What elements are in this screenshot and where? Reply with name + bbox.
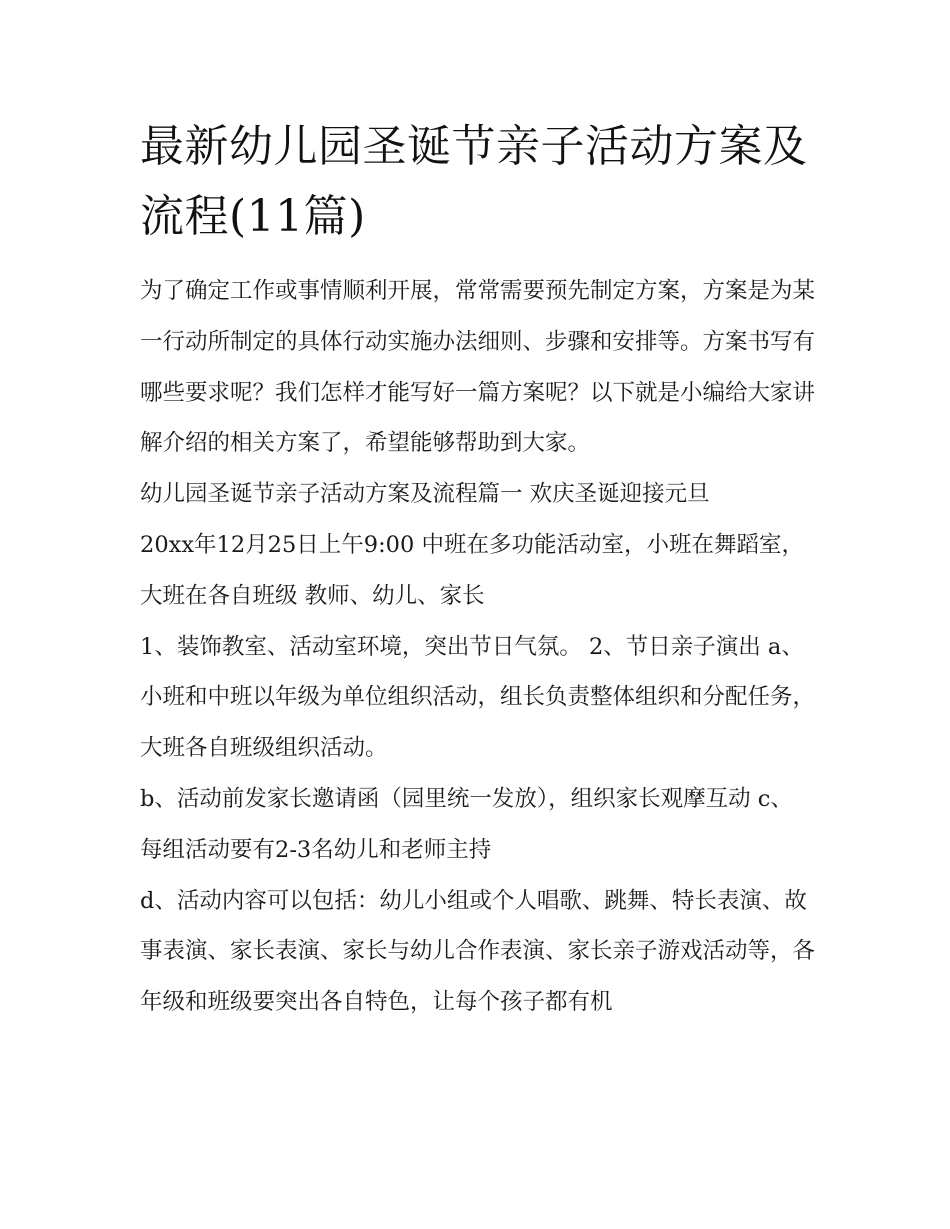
document-title: 最新幼儿园圣诞节亲子活动方案及流程(11篇) xyxy=(140,121,808,242)
paragraph-item-d: d、活动内容可以包括：幼儿小组或个人唱歌、跳舞、特长表演、故事表演、家长表演、家长与幼儿合作表演、家长亲子游戏活动等，各年级和班级要突出各自特色，让每个孩子都有机 xyxy=(140,887,816,1016)
paragraph-time-place: 20xx年12月25日上午9:00 中班在多功能活动室，小班在舞蹈室，大班在各自班级 教师、幼儿、家长 xyxy=(140,531,804,609)
paragraph-item-1-2a: 1、装饰教室、活动室环境，突出节日气氛。 2、节日亲子演出 a、小班和中班以年级为单位组织活动，组长负责整体组织和分配任务，大班各自班级组织活动。 xyxy=(140,633,816,762)
paragraph-section-heading: 幼儿园圣诞节亲子活动方案及流程篇一 欢庆圣诞迎接元旦 xyxy=(140,481,710,508)
paragraph-intro: 为了确定工作或事情顺利开展，常常需要预先制定方案，方案是为某一行动所制定的具体行动实施办法细则、步骤和安排等。方案书写有哪些要求呢？我们怎样才能写好一篇方案呢？以下就是小编给大家讲解介绍的相关方案了，希望能够帮助到大家。 xyxy=(140,278,816,457)
paragraph-item-b-c: b、活动前发家长邀请函（园里统一发放），组织家长观摩互动 c、每组活动要有2-3名幼儿和老师主持 xyxy=(140,785,793,863)
document-body xyxy=(140,112,815,1028)
